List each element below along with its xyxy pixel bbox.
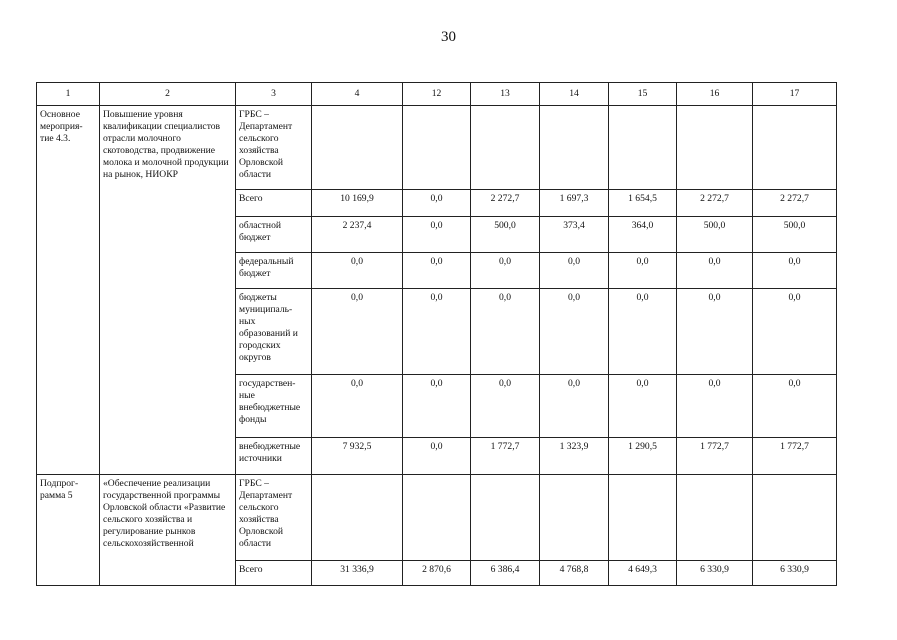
header-cell: 1 <box>37 83 100 106</box>
value-cell: 4 768,8 <box>540 561 609 586</box>
funding-source-cell: ГРБС – Департамент сельского хозяйства Орловской области <box>236 475 312 561</box>
value-cell: 0,0 <box>471 289 540 375</box>
funding-source-cell: государствен-ные внебюджетные фонды <box>236 375 312 438</box>
value-cell: 0,0 <box>753 253 837 289</box>
value-cell: 500,0 <box>753 217 837 253</box>
budget-table-body <box>37 106 837 586</box>
value-cell: 0,0 <box>540 289 609 375</box>
value-cell: 6 386,4 <box>471 561 540 586</box>
value-cell: 0,0 <box>403 438 471 475</box>
funding-source-cell: федеральный бюджет <box>236 253 312 289</box>
funding-source-cell: ГРБС – Департамент сельского хозяйства Орловской области <box>236 106 312 190</box>
item-code-cell: Подпрог-рамма 5 <box>37 475 100 586</box>
table-row <box>37 106 837 190</box>
value-cell: 2 272,7 <box>753 190 837 217</box>
value-cell: 2 272,7 <box>677 190 753 217</box>
value-cell <box>540 106 609 190</box>
value-cell <box>312 475 403 561</box>
value-cell: 364,0 <box>609 217 677 253</box>
value-cell <box>677 106 753 190</box>
value-cell: 0,0 <box>403 217 471 253</box>
value-cell <box>540 475 609 561</box>
value-cell: 0,0 <box>677 375 753 438</box>
value-cell: 4 649,3 <box>609 561 677 586</box>
value-cell: 0,0 <box>312 375 403 438</box>
value-cell: 7 932,5 <box>312 438 403 475</box>
value-cell: 1 772,7 <box>471 438 540 475</box>
budget-table <box>36 82 837 586</box>
table-row <box>37 475 837 561</box>
value-cell <box>471 475 540 561</box>
item-description-cell: Повышение уровня квалификации специалистов отрасли молочного скотоводства, продвижение молока и молочной продукции на рынок, НИОКР <box>100 106 236 475</box>
value-cell <box>677 475 753 561</box>
value-cell: 2 272,7 <box>471 190 540 217</box>
value-cell: 0,0 <box>312 289 403 375</box>
value-cell: 0,0 <box>403 289 471 375</box>
header-cell: 2 <box>100 83 236 106</box>
value-cell: 1 772,7 <box>677 438 753 475</box>
value-cell: 0,0 <box>677 253 753 289</box>
value-cell: 1 772,7 <box>753 438 837 475</box>
value-cell: 0,0 <box>403 253 471 289</box>
funding-source-cell: Всего <box>236 561 312 586</box>
value-cell <box>609 106 677 190</box>
funding-source-cell: областной бюджет <box>236 217 312 253</box>
value-cell: 0,0 <box>753 375 837 438</box>
value-cell <box>403 475 471 561</box>
value-cell: 0,0 <box>471 375 540 438</box>
value-cell: 0,0 <box>471 253 540 289</box>
value-cell: 1 654,5 <box>609 190 677 217</box>
value-cell <box>609 475 677 561</box>
value-cell: 2 870,6 <box>403 561 471 586</box>
value-cell: 6 330,9 <box>753 561 837 586</box>
header-cell: 13 <box>471 83 540 106</box>
value-cell: 10 169,9 <box>312 190 403 217</box>
value-cell: 0,0 <box>609 289 677 375</box>
value-cell: 1 697,3 <box>540 190 609 217</box>
value-cell: 0,0 <box>753 289 837 375</box>
value-cell: 0,0 <box>403 190 471 217</box>
value-cell: 0,0 <box>609 375 677 438</box>
header-row <box>37 83 837 106</box>
value-cell: 1 290,5 <box>609 438 677 475</box>
value-cell <box>403 106 471 190</box>
value-cell: 500,0 <box>677 217 753 253</box>
header-cell: 12 <box>403 83 471 106</box>
value-cell <box>312 106 403 190</box>
value-cell: 373,4 <box>540 217 609 253</box>
value-cell: 31 336,9 <box>312 561 403 586</box>
value-cell: 500,0 <box>471 217 540 253</box>
value-cell: 0,0 <box>609 253 677 289</box>
funding-source-cell: внебюджетные источники <box>236 438 312 475</box>
value-cell <box>753 106 837 190</box>
header-cell: 4 <box>312 83 403 106</box>
header-cell: 17 <box>753 83 837 106</box>
value-cell: 0,0 <box>540 253 609 289</box>
value-cell: 0,0 <box>540 375 609 438</box>
funding-source-cell: Всего <box>236 190 312 217</box>
header-cell: 16 <box>677 83 753 106</box>
item-code-cell: Основное мероприя-тие 4.3. <box>37 106 100 475</box>
value-cell: 0,0 <box>677 289 753 375</box>
funding-source-cell: бюджеты муниципаль-ных образований и городских округов <box>236 289 312 375</box>
header-cell: 15 <box>609 83 677 106</box>
value-cell: 1 323,9 <box>540 438 609 475</box>
value-cell <box>753 475 837 561</box>
header-cell: 14 <box>540 83 609 106</box>
value-cell: 0,0 <box>403 375 471 438</box>
value-cell: 0,0 <box>312 253 403 289</box>
page-number: 30 <box>441 29 456 45</box>
header-cell: 3 <box>236 83 312 106</box>
value-cell: 2 237,4 <box>312 217 403 253</box>
item-description-cell: «Обеспечение реализации государственной программы Орловской области «Развитие сельского хозяйства и регулирование рынков сельскохозяйственной <box>100 475 236 586</box>
value-cell: 6 330,9 <box>677 561 753 586</box>
value-cell <box>471 106 540 190</box>
